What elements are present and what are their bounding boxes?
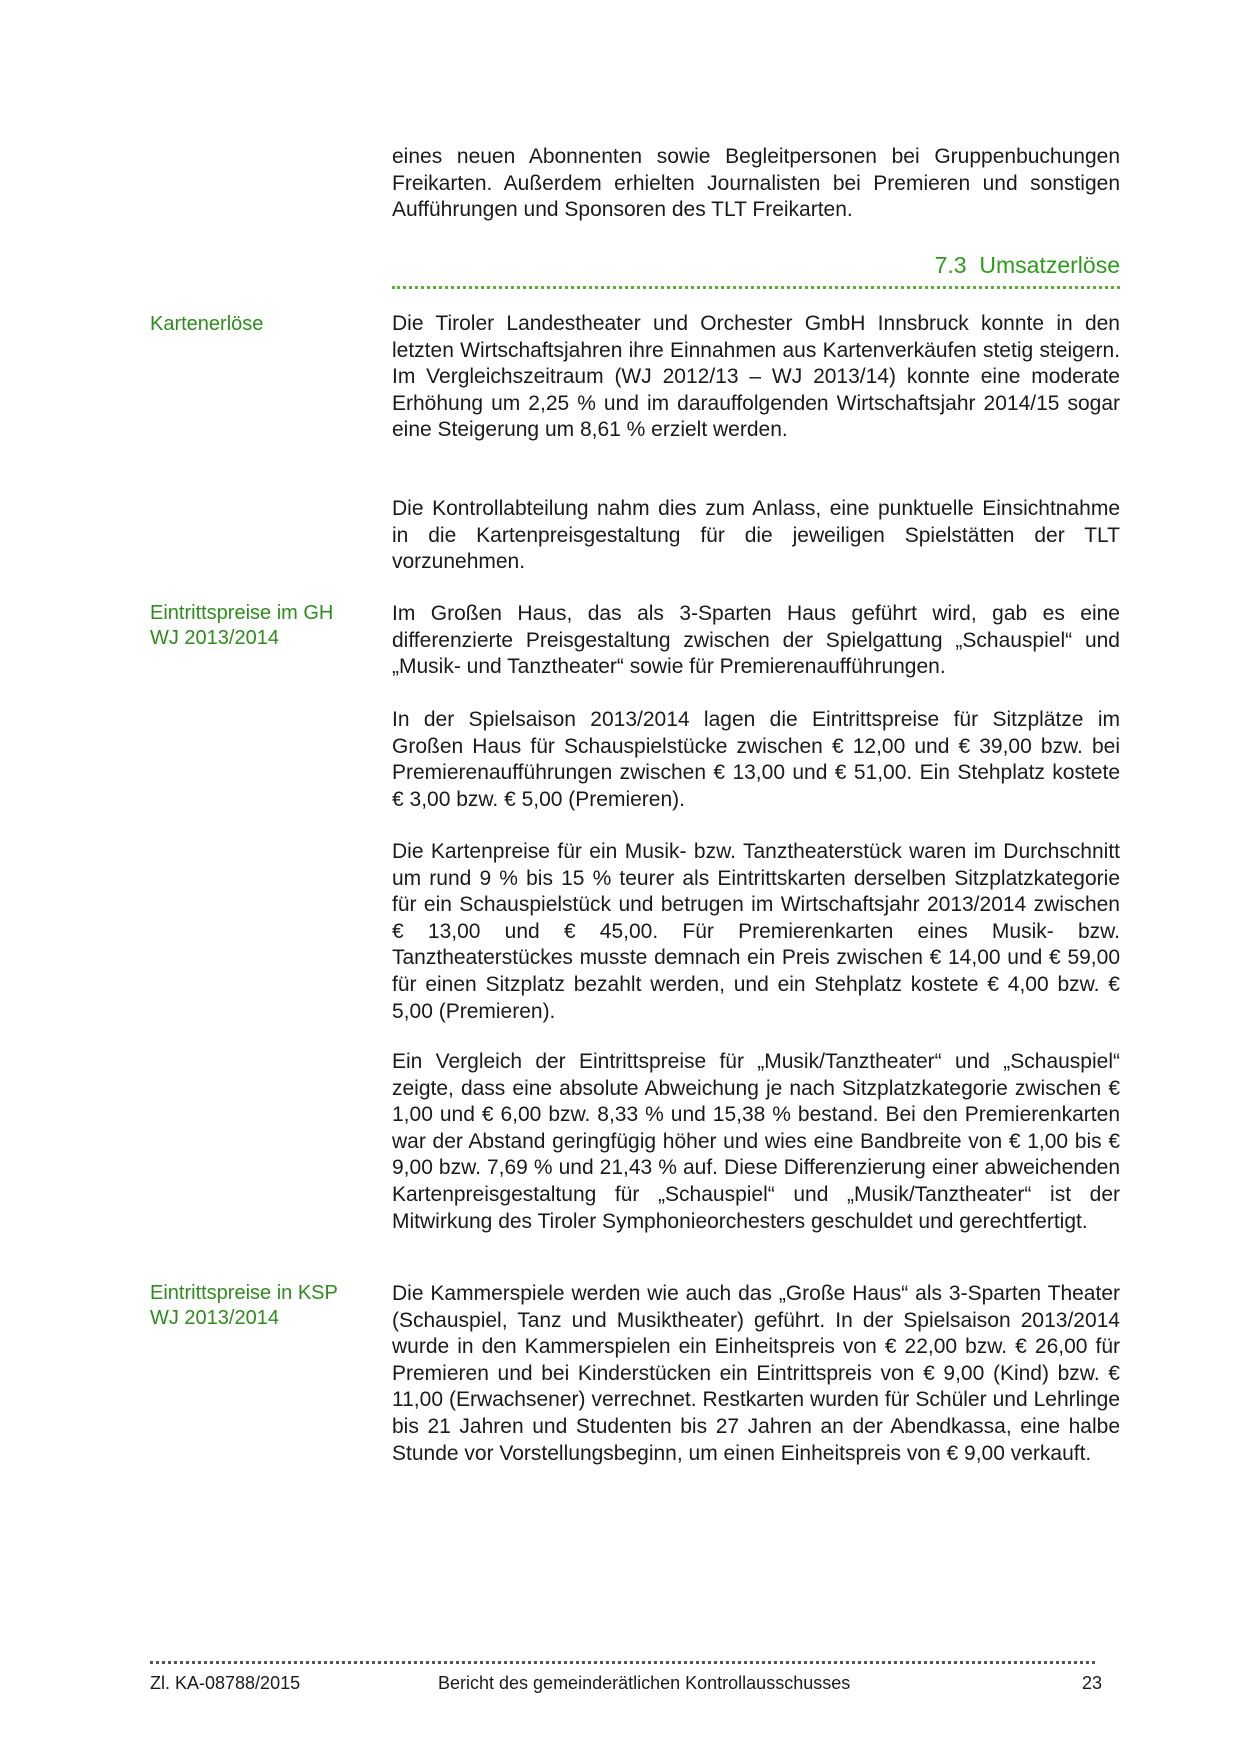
body-paragraph-musik-preise: Die Kartenpreise für ein Musik- bzw. Tanztheaterstück waren im Durchschnitt um rund 9 % bis 15 % teurer als Eintrittskarten derselben Sitzplatzkategorie für ein Schauspielstück und betrugen im Wirtschaftsjahr 2013/2014 zwischen € 13,00 und € 45,00. Für Premierenkarten eines Musik- bzw. Tanztheaterstückes musste demnach ein Preis zwischen € 14,00 und € 59,00 für einen Sitzplatz bezahlt werden, und ein Stehplatz kostete € 4,00 bzw. € 5,00 (Premieren). [392,840,1120,1023]
body-paragraph-kontrollabteilung: Die Kontrollabteilung nahm dies zum Anlass, eine punktuelle Einsichtnahme in die Kartenpreisgestaltung für die jeweiligen Spielstätten der TLT vorzunehmen. [392,497,1120,574]
margin-note-ksp [150,1281,360,1331]
section-title: Umsatzerlöse [979,252,1120,278]
section-number: 7.3 [934,252,967,278]
footer-report-title: Bericht des gemeinderätlichen Kontrollausschusses [438,1673,851,1693]
margin-note-gh-line1: Eintrittspreise im GH [150,602,334,624]
page-number: 23 [1081,1673,1102,1693]
margin-note-ksp-line1: Eintrittspreise in KSP [150,1282,338,1304]
body-paragraph-intro: eines neuen Abonnenten sowie Begleitpersonen bei Gruppenbuchungen Freikarten. Außerdem erhielten Journalisten bei Premieren und sonstigen Aufführungen und Sponsoren des TLT Freikarten. [392,145,1120,222]
margin-note-kartenerloese: Kartenerlöse [150,313,264,335]
margin-note-gh [150,601,360,651]
body-paragraph-schauspiel-preise: In der Spielsaison 2013/2014 lagen die Eintrittspreise für Sitzplätze im Großen Haus für Schauspielstücke zwischen € 12,00 und € 39,00 bzw. bei Premierenaufführungen zwischen € 13,00 und € 51,00. Ein Stehplatz kostete € 3,00 bzw. € 5,00 (Premieren). [392,708,1120,811]
footer-reference: Zl. KA-08788/2015 [150,1673,301,1693]
section-heading [392,252,1120,279]
footer-divider [150,1661,1095,1664]
margin-note-gh-line2: WJ 2013/2014 [150,627,279,649]
section-divider [392,286,1120,289]
body-paragraph-kammerspiele: Die Kammerspiele werden wie auch das „Große Haus“ als 3-Sparten Theater (Schauspiel, Tanz und Musiktheater) geführt. In der Spielsaison 2013/2014 wurde in den Kammerspielen ein Einheitspreis von € 22,00 bzw. € 26,00 für Premieren und bei Kinderstücken ein Eintrittspreis von € 9,00 (Kind) bzw. € 11,00 (Erwachsener) verrechnet. Restkarten wurden für Schüler und Lehrlinge bis 21 Jahren und Studenten bis 27 Jahren an der Abendkassa, eine halbe Stunde vor Vorstellungsbeginn, um einen Einheitspreis von € 9,00 verkauft. [392,1282,1120,1465]
body-paragraph-vergleich: Ein Vergleich der Eintrittspreise für „Musik/Tanztheater“ und „Schauspiel“ zeigte, dass eine absolute Abweichung je nach Sitzplatzkategorie zwischen € 1,00 und € 6,00 bzw. 8,33 % und 15,38 % bestand. Bei den Premierenkarten war der Abstand geringfügig höher und wies eine Bandbreite von € 1,00 bis € 9,00 bzw. 7,69 % und 21,43 % auf. Diese Differenzierung einer abweichenden Kartenpreisgestaltung für „Schauspiel“ und „Musik/Tanztheater“ ist der Mitwirkung des Tiroler Symphonieorchesters geschuldet und gerechtfertigt. [392,1050,1120,1233]
body-paragraph-kartenerloese: Die Tiroler Landestheater und Orchester GmbH Innsbruck konnte in den letzten Wirtschaftsjahren ihre Einnahmen aus Kartenverkäufen stetig steigern. Im Vergleichszeitraum (WJ 2012/13 – WJ 2013/14) konnte eine moderate Erhöhung um 2,25 % und im darauffolgenden Wirtschaftsjahr 2014/15 sogar eine Steigerung um 8,61 % erzielt werden. [392,312,1120,442]
body-paragraph-grosses-haus: Im Großen Haus, das als 3-Sparten Haus geführt wird, gab es eine differenzierte Preisgestaltung zwischen der Spielgattung „Schauspiel“ und „Musik- und Tanztheater“ sowie für Premierenaufführungen. [392,602,1120,679]
margin-note-ksp-line2: WJ 2013/2014 [150,1307,279,1329]
